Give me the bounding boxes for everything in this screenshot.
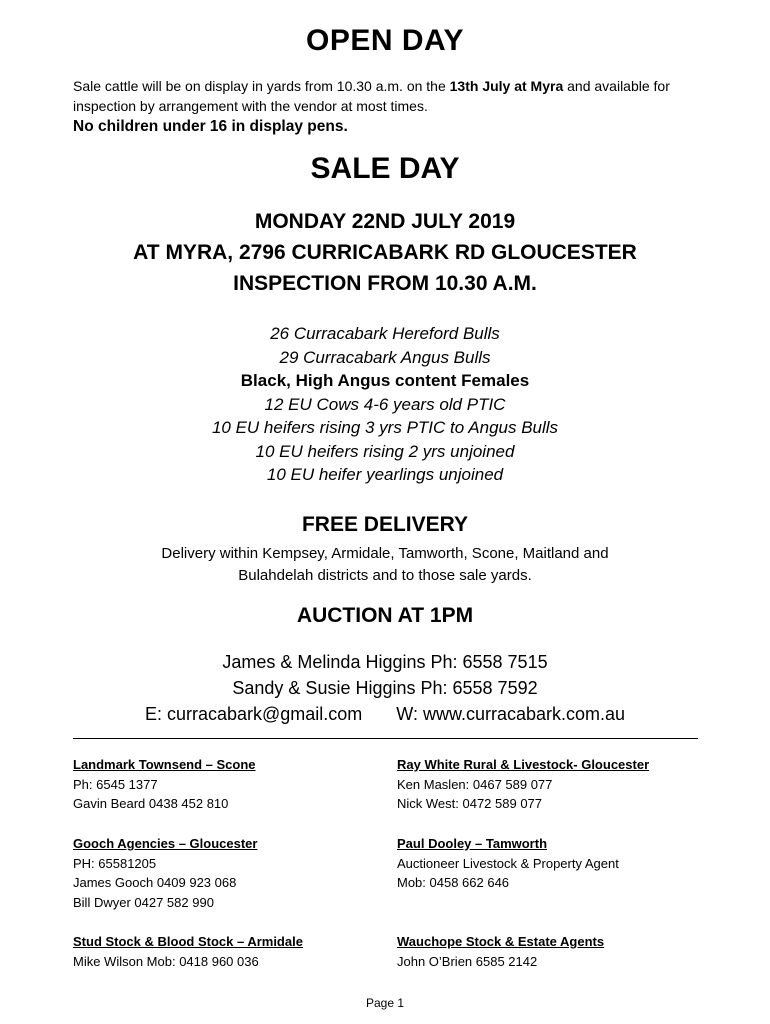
agent-gooch [73, 834, 257, 912]
agent-detail: John O’Brien 6585 2142 [397, 953, 538, 969]
agent-detail: James Gooch 0409 923 068 [73, 875, 237, 890]
stock-item: 10 EU heifers rising 3 yrs PTIC to Angus Bulls [211, 418, 559, 437]
intro-text-2: and available for inspection by arrangement with the vendor at most times. [73, 78, 670, 114]
free-delivery-title: FREE DELIVERY [301, 513, 469, 536]
contact-line: James & Melinda Higgins Ph: 6558 7515 [222, 652, 548, 672]
agent-dooley [397, 834, 619, 893]
intro-text-1: Sale cattle will be on display in yards from 10.30 a.m. on the [73, 78, 450, 94]
agent-detail: PH: 65581205 [73, 855, 157, 871]
agent-name: Gooch Agencies – Gloucester [73, 836, 258, 851]
agent-detail: Gavin Beard 0438 452 810 [73, 796, 229, 811]
delivery-line: Bulahdelah districts and to those sale yards. [238, 567, 532, 584]
females-heading: Black, High Angus content Females [240, 371, 530, 390]
sale-location: AT MYRA, 2796 CURRICABARK RD GLOUCESTER [133, 241, 637, 264]
vendor-contacts [0, 649, 770, 727]
agent-detail: Ken Maslen: 0467 589 077 [397, 776, 553, 792]
sale-date: MONDAY 22ND JULY 2019 [254, 210, 516, 233]
delivery-line: Delivery within Kempsey, Armidale, Tamworth, Scone, Maitland and [161, 545, 609, 562]
agent-name: Paul Dooley – Tamworth [397, 836, 548, 851]
agent-name: Landmark Townsend – Scone [73, 757, 256, 772]
agent-detail: Nick West: 0472 589 077 [397, 796, 543, 811]
page-number: Page 1 [365, 996, 405, 1010]
agent-wauchope [397, 932, 604, 971]
delivery-details [0, 543, 770, 587]
agent-name: Wauchope Stock & Estate Agents [397, 934, 605, 949]
stock-item: 10 EU heifer yearlings unjoined [266, 465, 504, 484]
agent-detail: Bill Dwyer 0427 582 990 [73, 894, 214, 910]
sale-day-details [0, 206, 770, 299]
stock-item: 29 Curracabark Angus Bulls [279, 347, 491, 367]
open-day-intro [73, 76, 703, 116]
open-day-title: OPEN DAY [306, 24, 464, 57]
sale-inspection: INSPECTION FROM 10.30 A.M. [233, 272, 537, 295]
stock-item: 10 EU heifers rising 2 yrs unjoined [255, 441, 515, 461]
agent-landmark [73, 755, 256, 814]
agent-detail: Mike Wilson Mob: 0418 960 036 [73, 953, 259, 969]
stock-item: 12 EU Cows 4-6 years old PTIC [264, 394, 506, 414]
stock-item: 26 Curracabark Hereford Bulls [270, 324, 500, 343]
no-children-notice: No children under 16 in display pens. [73, 118, 348, 135]
website-address: W: www.curracabark.com.au [396, 704, 626, 724]
sale-day-title: SALE DAY [310, 152, 460, 185]
agent-name: Stud Stock & Blood Stock – Armidale [73, 934, 303, 949]
contact-line: Sandy & Susie Higgins Ph: 6558 7592 [232, 678, 538, 698]
agent-detail: Mob: 0458 662 646 [397, 875, 510, 890]
agent-studstock [73, 932, 303, 971]
divider-line [73, 738, 698, 739]
agent-detail: Auctioneer Livestock & Property Agent [397, 855, 619, 871]
email-address: E: curracabark@gmail.com [144, 704, 363, 724]
intro-date-bold: 13th July at Myra [449, 78, 564, 94]
stock-list [0, 322, 770, 487]
web-contacts [0, 701, 770, 727]
agent-name: Ray White Rural & Livestock- Gloucester [397, 757, 650, 772]
agent-detail: Ph: 6545 1377 [73, 776, 158, 792]
auction-title: AUCTION AT 1PM [296, 604, 474, 627]
agent-raywhite [397, 755, 649, 814]
